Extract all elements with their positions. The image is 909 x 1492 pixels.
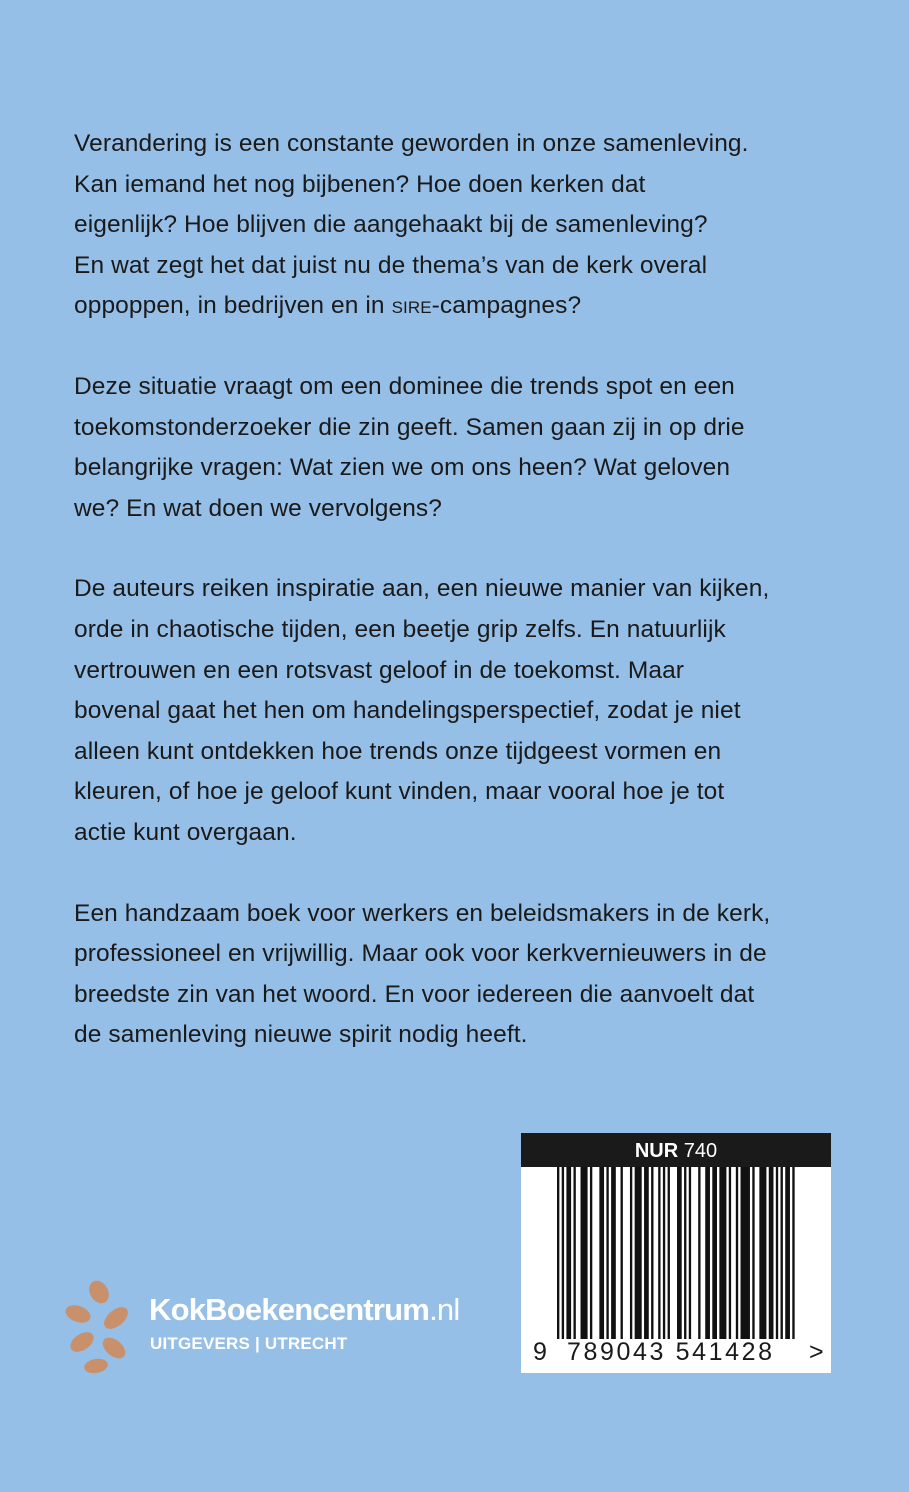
barcode-bar xyxy=(557,1167,559,1339)
nur-code: 740 xyxy=(683,1140,718,1162)
blurb-line: Verandering is een constante geworden in onze samenleving. xyxy=(74,130,749,157)
barcode-bar xyxy=(689,1167,691,1339)
blurb-line: we? En wat doen we vervolgens? xyxy=(74,494,442,522)
barcode-bar xyxy=(621,1167,623,1339)
nur-label xyxy=(521,1133,831,1167)
publisher-name-suffix: .nl xyxy=(429,1292,460,1327)
isbn-digits: 789043 541428 xyxy=(567,1338,775,1366)
isbn-barcode xyxy=(521,1133,831,1373)
blurb-line: eigenlijk? Hoe blijven die aangehaakt bij de samenleving? xyxy=(74,211,708,239)
blurb-text: -campagnes? xyxy=(431,292,582,320)
barcode-bar xyxy=(658,1167,660,1339)
blurb-line: Kan iemand het nog bijbenen? Hoe doen kerken dat xyxy=(74,170,646,198)
barcode-bar xyxy=(752,1167,754,1339)
isbn-first-digit: 9 xyxy=(533,1338,547,1366)
barcode-bars xyxy=(557,1167,797,1339)
barcode-bar xyxy=(663,1167,665,1339)
barcode-bar xyxy=(644,1167,649,1339)
blurb-line: De auteurs reiken inspiratie aan, een nieuwe manier van kijken, xyxy=(74,575,770,603)
barcode-bar xyxy=(562,1167,564,1339)
blurb-line: Een handzaam boek voor werkers en beleidsmakers in de kerk, xyxy=(74,899,771,927)
blurb-line: alleen kunt ontdekken hoe trends onze tijdgeest vormen en xyxy=(74,737,722,765)
blurb-line: vertrouwen en een rotsvast geloof in de toekomst. Maar xyxy=(74,656,685,684)
barcode-bar xyxy=(630,1167,632,1339)
publisher-logo xyxy=(64,1278,524,1378)
publisher-name xyxy=(149,1292,459,1328)
barcode-bar xyxy=(736,1167,738,1339)
isbn-number xyxy=(521,1337,831,1367)
barcode-bar xyxy=(684,1167,686,1339)
barcode-bar xyxy=(785,1167,790,1339)
blurb-paragraph-3 xyxy=(74,569,844,853)
blurb-line: toekomstonderzoeker die zin geeft. Samen gaan zij in op drie xyxy=(74,413,745,441)
sire-smallcaps: sire xyxy=(391,292,432,320)
blurb-paragraph-2 xyxy=(74,367,844,529)
barcode-bar xyxy=(741,1167,750,1339)
barcode-bar xyxy=(599,1167,604,1339)
barcode-bar xyxy=(792,1167,794,1339)
barcode-bar xyxy=(776,1167,778,1339)
barcode-bar xyxy=(719,1167,726,1339)
blurb-line: orde in chaotische tijden, een beetje grip zelfs. En natuurlijk xyxy=(74,615,726,643)
barcode-bar xyxy=(581,1167,588,1339)
barcode-bar xyxy=(566,1167,571,1339)
nur-label-text: NUR xyxy=(634,1140,679,1162)
blurb-paragraph-1 xyxy=(74,124,844,327)
barcode-bar xyxy=(769,1167,774,1339)
blurb-line: Deze situatie vraagt om een dominee die trends spot en een xyxy=(74,372,735,400)
barcode-bar xyxy=(668,1167,670,1339)
barcode-bar xyxy=(635,1167,642,1339)
isbn-quiet-zone-arrow: > xyxy=(809,1338,824,1366)
barcode-bar xyxy=(781,1167,783,1339)
blurb-line: de samenleving nieuwe spirit nodig heeft. xyxy=(74,1021,528,1049)
barcode-bar xyxy=(698,1167,700,1339)
blurb-line: breedste zin van het woord. En voor iedereen die aanvoelt dat xyxy=(74,980,755,1008)
barcode-bar xyxy=(651,1167,653,1339)
publisher-name-main: KokBoekencentrum xyxy=(149,1292,430,1327)
blurb-line: bovenal gaat het hen om handelingsperspectief, zodat je niet xyxy=(74,697,741,725)
barcode-bar xyxy=(677,1167,682,1339)
blurb-line xyxy=(74,286,844,327)
blurb-line: actie kunt overgaan. xyxy=(74,818,297,846)
blurb-paragraph-4 xyxy=(74,894,844,1056)
barcode-bar xyxy=(712,1167,717,1339)
barcode-bar xyxy=(705,1167,710,1339)
publisher-tagline: UITGEVERS | UTRECHT xyxy=(150,1334,348,1353)
barcode-bar xyxy=(606,1167,608,1339)
barcode-bar xyxy=(573,1167,575,1339)
barcode-bar xyxy=(729,1167,731,1339)
blurb-text: oppoppen, in bedrijven en in xyxy=(74,292,392,320)
barcode-bar xyxy=(590,1167,592,1339)
kok-boekencentrum-logo-icon xyxy=(64,1278,134,1378)
blurb-line: En wat zegt het dat juist nu de thema’s van de kerk overal xyxy=(74,251,708,279)
blurb-line: kleuren, of hoe je geloof kunt vinden, maar vooral hoe je tot xyxy=(74,778,725,806)
barcode-bar xyxy=(611,1167,616,1339)
blurb-line: belangrijke vragen: Wat zien we om ons heen? Wat geloven xyxy=(74,454,731,482)
back-cover-blurb xyxy=(74,124,844,1096)
barcode-bar xyxy=(759,1167,766,1339)
blurb-line: professioneel en vrijwillig. Maar ook voor kerkvernieuwers in de xyxy=(74,940,767,968)
